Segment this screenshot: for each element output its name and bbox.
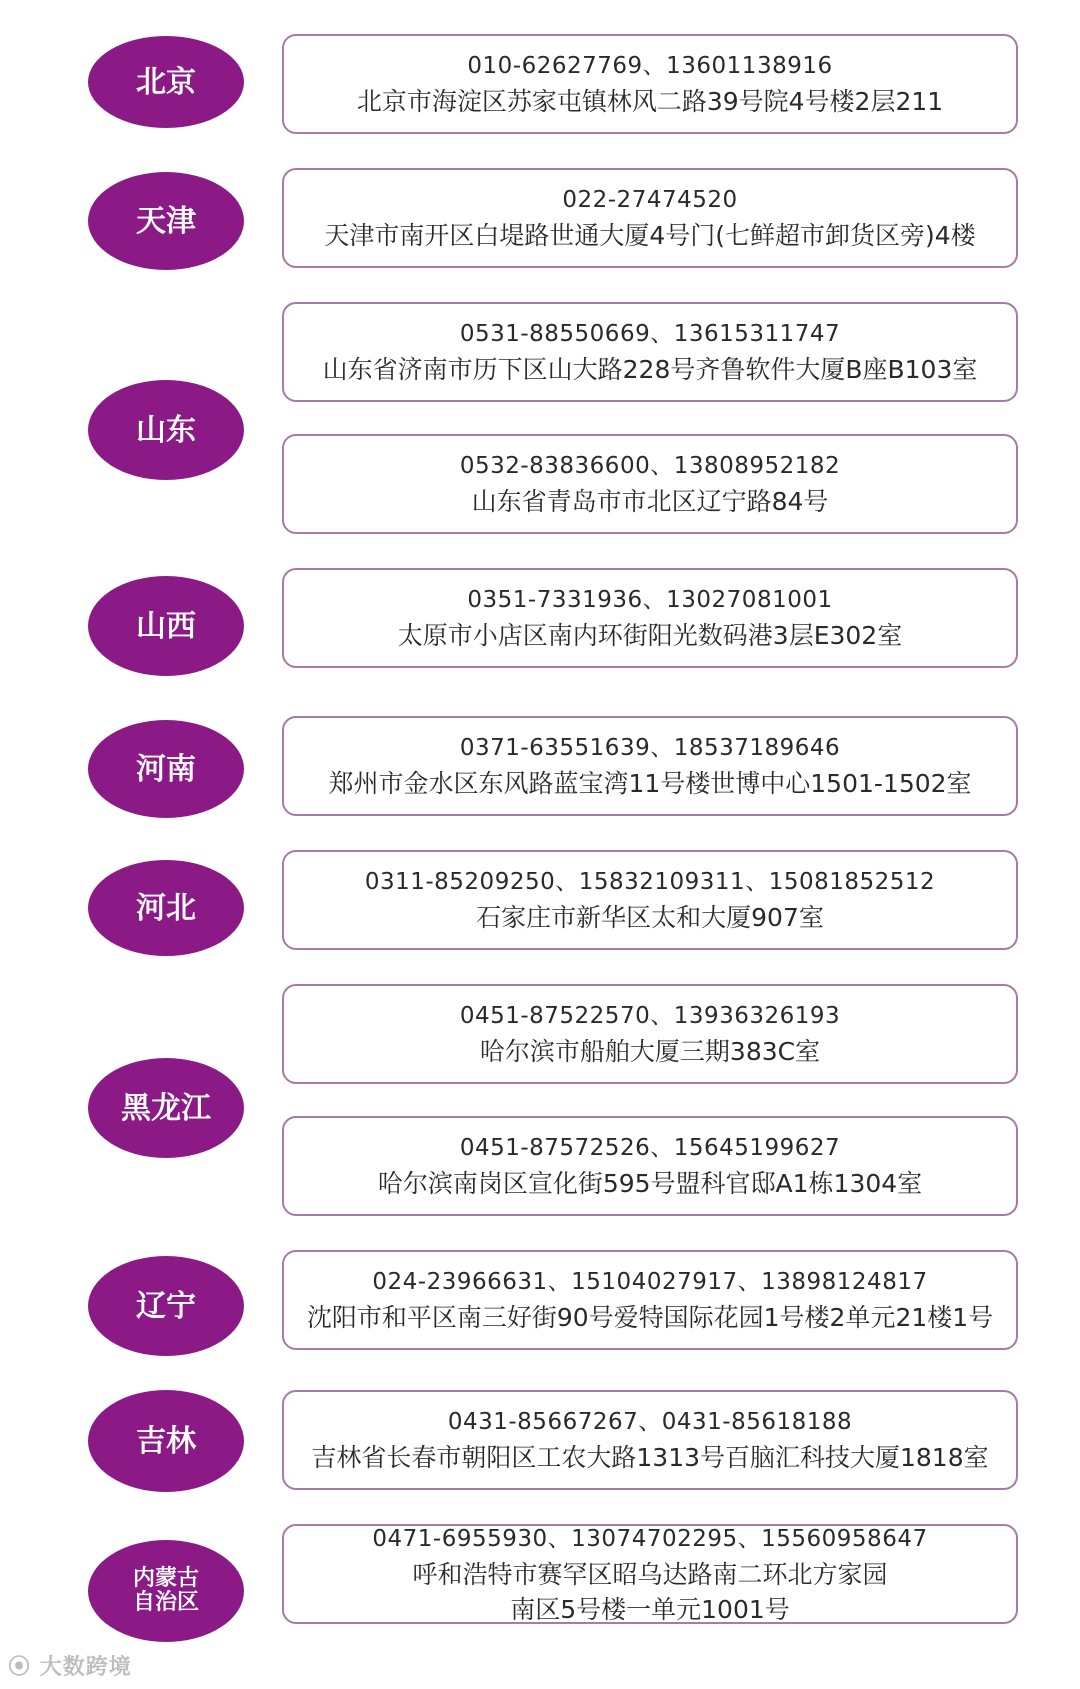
region-label: 河南 xyxy=(136,751,196,787)
region-label-line: 内蒙古 xyxy=(132,1565,199,1591)
address-card-inner-mongolia xyxy=(282,1524,1018,1624)
region-badge-jilin xyxy=(88,1390,244,1492)
address-text: 沈阳市和平区南三好街90号爱特国际花园1号楼2单元21楼1号 xyxy=(306,1303,994,1332)
region-label-line: 自治区 xyxy=(132,1590,199,1615)
phone-numbers: 024-23966631、15104027917、13898124817 xyxy=(372,1269,928,1295)
address-text: 哈尔滨市船舶大厦三期383C室 xyxy=(479,1037,821,1066)
region-badge-liaoning xyxy=(88,1256,244,1356)
phone-numbers: 0351-7331936、13027081001 xyxy=(467,587,833,613)
address-text: 北京市海淀区苏家屯镇林风二路39号院4号楼2层211 xyxy=(356,87,944,116)
phone-numbers: 0451-87572526、15645199627 xyxy=(459,1135,841,1161)
region-label: 河北 xyxy=(136,890,196,926)
region-label: 山东 xyxy=(136,412,196,448)
address-text: 郑州市金水区东风路蓝宝湾11号楼世博中心1501-1502室 xyxy=(328,769,972,798)
phone-numbers: 0532-83836600、13808952182 xyxy=(459,453,841,479)
address-card-shanxi xyxy=(282,568,1018,668)
region-label: 辽宁 xyxy=(136,1288,196,1324)
address-text: 石家庄市新华区太和大厦907室 xyxy=(476,903,824,932)
phone-numbers: 010-62627769、13601138916 xyxy=(467,53,833,79)
region-badge-inner-mongolia xyxy=(88,1540,244,1642)
address-card-shandong-qingdao xyxy=(282,434,1018,534)
address-card-hebei xyxy=(282,850,1018,950)
address-card-shandong-jinan xyxy=(282,302,1018,402)
address-text: 太原市小店区南内环街阳光数码港3层E302室 xyxy=(397,621,903,650)
region-label: 北京 xyxy=(136,64,196,100)
address-card-jilin xyxy=(282,1390,1018,1490)
address-card-heilongjiang-1 xyxy=(282,984,1018,1084)
address-card-heilongjiang-2 xyxy=(282,1116,1018,1216)
address-card-liaoning xyxy=(282,1250,1018,1350)
region-label: 吉林 xyxy=(136,1423,196,1459)
region-label: 山西 xyxy=(136,608,196,644)
address-text: 山东省青岛市市北区辽宁路84号 xyxy=(471,487,829,516)
watermark-text: 大数跨境 xyxy=(39,1655,132,1680)
address-card-beijing xyxy=(282,34,1018,134)
region-badge-hebei xyxy=(88,860,244,956)
region-badge-beijing xyxy=(88,36,244,128)
region-badge-tianjin xyxy=(88,172,244,270)
region-label: 天津 xyxy=(136,203,196,239)
region-badge-shandong xyxy=(88,380,244,480)
watermark xyxy=(8,1650,132,1681)
watermark-logo-icon: ⦿ xyxy=(8,1655,32,1680)
phone-numbers: 0371-63551639、18537189646 xyxy=(459,735,841,761)
address-text: 呼和浩特市赛罕区昭乌达路南二环北方家园 xyxy=(412,1559,888,1589)
phone-numbers: 0451-87522570、13936326193 xyxy=(459,1003,841,1029)
address-card-tianjin xyxy=(282,168,1018,268)
region-label: 黑龙江 xyxy=(121,1090,211,1126)
phone-numbers: 0471-6955930、13074702295、15560958647 xyxy=(372,1525,928,1552)
address-text: 吉林省长春市朝阳区工农大路1313号百脑汇科技大厦1818室 xyxy=(311,1443,989,1472)
address-text: 天津市南开区白堤路世通大厦4号门(七鲜超市卸货区旁)4楼 xyxy=(324,221,976,250)
address-card-henan xyxy=(282,716,1018,816)
region-badge-henan xyxy=(88,720,244,818)
region-badge-heilongjiang xyxy=(88,1058,244,1158)
address-text-line2: 南区5号楼一单元1001号 xyxy=(510,1594,790,1624)
region-badge-shanxi xyxy=(88,576,244,676)
phone-numbers: 022-27474520 xyxy=(562,187,738,213)
phone-numbers: 0311-85209250、15832109311、15081852512 xyxy=(364,869,936,895)
address-text: 山东省济南市历下区山大路228号齐鲁软件大厦B座B103室 xyxy=(322,355,978,384)
phone-numbers: 0531-88550669、13615311747 xyxy=(459,321,841,347)
phone-numbers: 0431-85667267、0431-85618188 xyxy=(447,1409,853,1435)
address-text: 哈尔滨南岗区宣化街595号盟科官邸A1栋1304室 xyxy=(377,1169,923,1198)
